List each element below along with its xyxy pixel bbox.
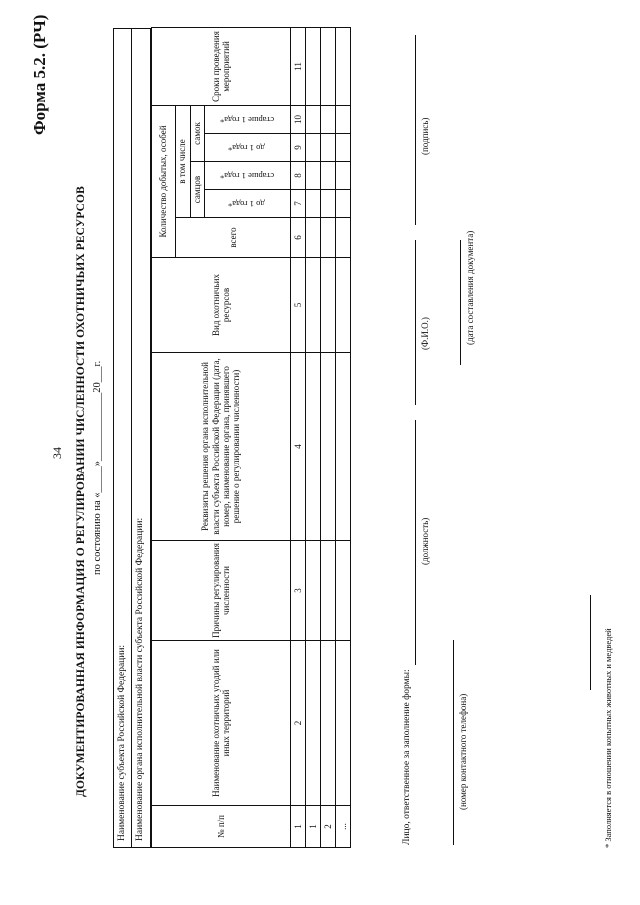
col-reasons-header: Причины регулирования численности (152, 541, 291, 641)
col-males-under1: до 1 года* (205, 190, 291, 218)
name-caption: (Ф.И.О.) (420, 317, 430, 350)
column-number-row (291, 28, 306, 848)
footnote: * Заполняется в отношении копытных животных и медведей (603, 628, 613, 848)
header-divider (131, 29, 132, 847)
col-species-header: Вид охотничьих ресурсов (152, 258, 291, 353)
regulation-table (151, 27, 351, 848)
phone-caption: (номер контактного телефона) (458, 693, 468, 810)
document-title: ДОКУМЕНТИРОВАННАЯ ИНФОРМАЦИЯ О РЕГУЛИРОВАНИИ ЧИСЛЕННОСТИ ОХОТНИЧЬИХ РЕСУРСОВ (75, 186, 87, 797)
col-number: 4 (291, 353, 306, 541)
col-females-under1: до 1 года* (205, 134, 291, 162)
col-including-header: в том числе (175, 106, 190, 218)
form-number: Форма 5.2. (РЧ) (30, 14, 49, 135)
row-number: 1 (306, 806, 321, 848)
header-authority: Наименование органа исполнительной власти субъекта Российской Федерации: (135, 517, 145, 841)
col-females-over1: старше 1 года* (205, 106, 291, 134)
date-caption: (дата составления документа) (465, 230, 475, 345)
col-number: 6 (291, 218, 306, 258)
page-number: 34 (50, 447, 64, 459)
sign-line (415, 35, 416, 225)
phone-line (453, 640, 454, 845)
col-females-header: самок (190, 106, 205, 162)
header-subject: Наименование субъекта Российской Федерации: (117, 644, 127, 841)
header-box (113, 28, 151, 848)
responsible-label: Лицо, ответственное за заполнение формы: (402, 669, 412, 845)
col-count-header: Количество добытых, особей (152, 106, 176, 258)
col-total-header: всего (175, 218, 291, 258)
col-number: 1 (291, 806, 306, 848)
row-number: 2 (320, 806, 335, 848)
as-of-date: по состоянию на «_____»_____________20___г. (92, 360, 103, 575)
table-row (320, 28, 335, 848)
col-no-header: № п/п (152, 806, 291, 848)
col-number: 3 (291, 541, 306, 641)
col-dates-header: Сроки проведения мероприятий (152, 28, 291, 106)
table-row (335, 28, 350, 848)
col-number: 8 (291, 162, 306, 190)
col-number: 2 (291, 641, 306, 806)
position-line (415, 420, 416, 665)
col-number: 11 (291, 28, 306, 106)
table-row (306, 28, 321, 848)
date-line (460, 240, 461, 365)
col-number: 10 (291, 106, 306, 134)
col-number: 7 (291, 190, 306, 218)
row-number: ... (335, 806, 350, 848)
col-males-over1: старше 1 года* (205, 162, 291, 190)
col-lands-header: Наименование охотничьих угодий или иных территорий (152, 641, 291, 806)
name-line (415, 240, 416, 405)
footnote-rule (590, 595, 591, 690)
col-number: 9 (291, 134, 306, 162)
col-details-header: Реквизиты решения органа исполнительной власти субъекта Российской Федерации (дата, номер, наименование органа, принявшего решение о регулировании численности) (152, 353, 291, 541)
sign-caption: (подпись) (420, 117, 430, 155)
col-males-header: самцов (190, 162, 205, 218)
position-caption: (должность) (420, 517, 430, 565)
col-number: 5 (291, 258, 306, 353)
